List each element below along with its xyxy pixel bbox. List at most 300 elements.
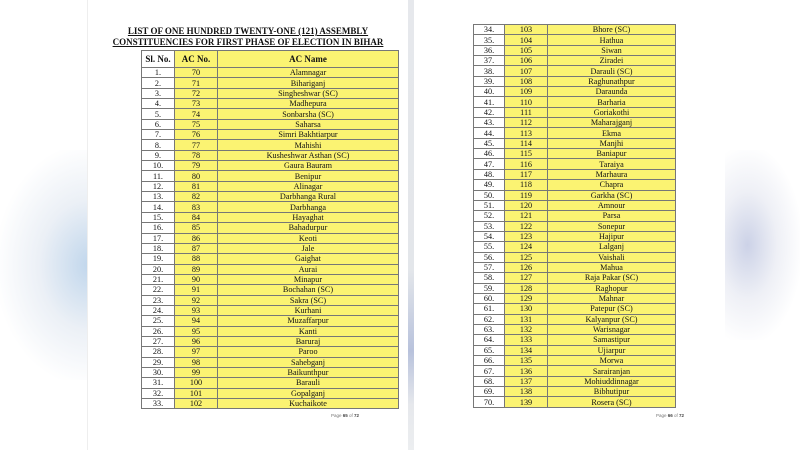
cell-sl-no: 1. <box>142 68 175 78</box>
table-row <box>474 35 676 45</box>
cell-sl-no: 25. <box>142 316 175 326</box>
table-row <box>142 119 399 129</box>
cell-ac-name: Darbhanga Rural <box>218 192 399 202</box>
table-row <box>142 171 399 181</box>
table-row <box>142 326 399 336</box>
cell-ac-name: Garkha (SC) <box>548 190 676 200</box>
table-row <box>142 378 399 388</box>
cell-sl-no: 64. <box>474 335 505 345</box>
cell-ac-no: 70 <box>175 68 218 78</box>
cell-sl-no: 30. <box>142 367 175 377</box>
cell-ac-name: Vaishali <box>548 252 676 262</box>
table-row <box>142 388 399 398</box>
cell-ac-no: 103 <box>505 25 548 35</box>
table-row <box>142 150 399 160</box>
cell-ac-no: 122 <box>505 221 548 231</box>
cell-sl-no: 36. <box>474 45 505 55</box>
table-row <box>474 335 676 345</box>
cell-ac-no: 106 <box>505 56 548 66</box>
cell-ac-name: Sakra (SC) <box>218 295 399 305</box>
document-page-66 <box>414 0 689 450</box>
cell-ac-no: 135 <box>505 356 548 366</box>
table-row <box>142 99 399 109</box>
cell-ac-no: 127 <box>505 273 548 283</box>
cell-ac-no: 93 <box>175 305 218 315</box>
table-row <box>474 128 676 138</box>
table-row <box>142 367 399 377</box>
cell-ac-name: Darauli (SC) <box>548 66 676 76</box>
cell-ac-name: Hathua <box>548 35 676 45</box>
table-row <box>474 45 676 55</box>
cell-ac-no: 94 <box>175 316 218 326</box>
cell-sl-no: 38. <box>474 66 505 76</box>
cell-ac-name: Sarairanjan <box>548 366 676 376</box>
table-row <box>474 324 676 334</box>
cell-ac-no: 133 <box>505 335 548 345</box>
cell-ac-no: 109 <box>505 87 548 97</box>
cell-sl-no: 69. <box>474 387 505 397</box>
cell-sl-no: 13. <box>142 192 175 202</box>
cell-sl-no: 65. <box>474 345 505 355</box>
cell-ac-no: 99 <box>175 367 218 377</box>
cell-ac-no: 85 <box>175 223 218 233</box>
cell-sl-no: 41. <box>474 97 505 107</box>
cell-ac-name: Baikunthpur <box>218 367 399 377</box>
cell-ac-name: Daraunda <box>548 87 676 97</box>
cell-ac-name: Barauli <box>218 378 399 388</box>
cell-ac-no: 90 <box>175 274 218 284</box>
cell-ac-no: 119 <box>505 190 548 200</box>
title-line-2: CONSTITUENCIES FOR FIRST PHASE OF ELECTION IN BIHAR <box>112 37 384 47</box>
table-row <box>474 304 676 314</box>
cell-ac-no: 72 <box>175 88 218 98</box>
cell-sl-no: 26. <box>142 326 175 336</box>
cell-ac-no: 108 <box>505 76 548 86</box>
cell-ac-no: 82 <box>175 192 218 202</box>
cell-ac-no: 81 <box>175 181 218 191</box>
cell-ac-name: Saharsa <box>218 119 399 129</box>
cell-sl-no: 68. <box>474 376 505 386</box>
cell-sl-no: 20. <box>142 264 175 274</box>
table-row <box>142 233 399 243</box>
cell-sl-no: 7. <box>142 130 175 140</box>
cell-sl-no: 27. <box>142 336 175 346</box>
cell-ac-no: 130 <box>505 304 548 314</box>
cell-sl-no: 17. <box>142 233 175 243</box>
cell-ac-name: Benipur <box>218 171 399 181</box>
cell-sl-no: 4. <box>142 99 175 109</box>
table-row <box>474 262 676 272</box>
cell-ac-no: 95 <box>175 326 218 336</box>
table-row <box>142 399 399 409</box>
cell-ac-no: 110 <box>505 97 548 107</box>
cell-sl-no: 47. <box>474 159 505 169</box>
cell-sl-no: 24. <box>142 305 175 315</box>
cell-sl-no: 53. <box>474 221 505 231</box>
cell-sl-no: 56. <box>474 252 505 262</box>
table-row <box>474 293 676 303</box>
cell-sl-no: 12. <box>142 181 175 191</box>
cell-ac-name: Madhepura <box>218 99 399 109</box>
cell-ac-no: 112 <box>505 118 548 128</box>
cell-ac-no: 125 <box>505 252 548 262</box>
cell-ac-no: 114 <box>505 138 548 148</box>
cell-sl-no: 23. <box>142 295 175 305</box>
cell-sl-no: 21. <box>142 274 175 284</box>
cell-ac-name: Amnour <box>548 200 676 210</box>
cell-sl-no: 61. <box>474 304 505 314</box>
cell-ac-name: Bihariganj <box>218 78 399 88</box>
cell-sl-no: 8. <box>142 140 175 150</box>
cell-ac-name: Bibhutipur <box>548 387 676 397</box>
cell-sl-no: 59. <box>474 283 505 293</box>
table-row <box>474 118 676 128</box>
cell-ac-name: Bhore (SC) <box>548 25 676 35</box>
footer-prefix: Page <box>331 413 343 418</box>
table-header-row <box>142 51 399 68</box>
cell-sl-no: 19. <box>142 254 175 264</box>
cell-sl-no: 52. <box>474 211 505 221</box>
cell-sl-no: 34. <box>474 25 505 35</box>
footer-page-number: 66 <box>667 413 673 418</box>
cell-sl-no: 6. <box>142 119 175 129</box>
table-body <box>142 68 399 409</box>
table-row <box>142 78 399 88</box>
cell-ac-no: 129 <box>505 293 548 303</box>
cell-sl-no: 29. <box>142 357 175 367</box>
cell-ac-name: Simri Bakhtiarpur <box>218 130 399 140</box>
cell-sl-no: 37. <box>474 56 505 66</box>
cell-ac-name: Mahnar <box>548 293 676 303</box>
cell-sl-no: 66. <box>474 356 505 366</box>
cell-ac-name: Bochahan (SC) <box>218 285 399 295</box>
cell-ac-name: Samastipur <box>548 335 676 345</box>
cell-ac-no: 134 <box>505 345 548 355</box>
cell-ac-name: Lalganj <box>548 242 676 252</box>
cell-ac-name: Raja Pakar (SC) <box>548 273 676 283</box>
table-row <box>474 97 676 107</box>
background-glow-right <box>725 150 800 340</box>
cell-ac-no: 92 <box>175 295 218 305</box>
cell-ac-name: Hayaghat <box>218 212 399 222</box>
cell-ac-no: 75 <box>175 119 218 129</box>
cell-ac-name: Sahebganj <box>218 357 399 367</box>
cell-ac-no: 123 <box>505 231 548 241</box>
cell-sl-no: 46. <box>474 149 505 159</box>
table-row <box>142 130 399 140</box>
cell-ac-name: Raghunathpur <box>548 76 676 86</box>
cell-sl-no: 54. <box>474 231 505 241</box>
table-row <box>474 149 676 159</box>
cell-sl-no: 35. <box>474 35 505 45</box>
cell-sl-no: 5. <box>142 109 175 119</box>
cell-sl-no: 40. <box>474 87 505 97</box>
table-row <box>474 366 676 376</box>
cell-ac-no: 88 <box>175 254 218 264</box>
cell-ac-no: 105 <box>505 45 548 55</box>
cell-ac-name: Paroo <box>218 347 399 357</box>
cell-ac-name: Goriakothi <box>548 107 676 117</box>
table-row <box>142 254 399 264</box>
table-row <box>142 161 399 171</box>
cell-sl-no: 42. <box>474 107 505 117</box>
cell-ac-name: Singheshwar (SC) <box>218 88 399 98</box>
footer-prefix: Page <box>656 413 668 418</box>
cell-ac-no: 138 <box>505 387 548 397</box>
table-row <box>142 88 399 98</box>
table-row <box>142 243 399 253</box>
cell-ac-name: Siwan <box>548 45 676 55</box>
cell-ac-no: 98 <box>175 357 218 367</box>
cell-sl-no: 44. <box>474 128 505 138</box>
table-row <box>474 252 676 262</box>
cell-ac-no: 128 <box>505 283 548 293</box>
page-footer <box>656 413 684 418</box>
cell-ac-no: 71 <box>175 78 218 88</box>
table-row <box>474 159 676 169</box>
table-row <box>474 345 676 355</box>
footer-page-number: 65 <box>342 413 348 418</box>
cell-ac-no: 78 <box>175 150 218 160</box>
cell-sl-no: 39. <box>474 76 505 86</box>
cell-sl-no: 60. <box>474 293 505 303</box>
cell-ac-no: 84 <box>175 212 218 222</box>
cell-ac-name: Hajipur <box>548 231 676 241</box>
table-row <box>474 56 676 66</box>
footer-page-total: 72 <box>679 413 685 418</box>
table-row <box>474 107 676 117</box>
cell-ac-no: 113 <box>505 128 548 138</box>
table-row <box>142 192 399 202</box>
constituency-table-page-66 <box>473 24 676 408</box>
cell-ac-name: Ziradei <box>548 56 676 66</box>
cell-ac-name: Kurhani <box>218 305 399 315</box>
cell-ac-no: 87 <box>175 243 218 253</box>
table-row <box>474 397 676 407</box>
cell-ac-name: Gaighat <box>218 254 399 264</box>
cell-sl-no: 18. <box>142 243 175 253</box>
table-row <box>474 76 676 86</box>
cell-sl-no: 28. <box>142 347 175 357</box>
column-header-ac-no: AC No. <box>175 51 218 68</box>
cell-ac-no: 126 <box>505 262 548 272</box>
cell-ac-name: Ekma <box>548 128 676 138</box>
cell-ac-no: 111 <box>505 107 548 117</box>
title-line-1: LIST OF ONE HUNDRED TWENTY-ONE (121) ASSEMBLY <box>127 26 369 36</box>
table-row <box>474 180 676 190</box>
cell-ac-no: 91 <box>175 285 218 295</box>
table-row <box>142 109 399 119</box>
table-row <box>474 387 676 397</box>
table-body <box>474 25 676 408</box>
table-row <box>142 223 399 233</box>
document-page-65 <box>87 0 408 450</box>
cell-ac-name: Keoti <box>218 233 399 243</box>
cell-ac-name: Mohiuddinnagar <box>548 376 676 386</box>
document-title <box>88 26 408 48</box>
cell-ac-no: 120 <box>505 200 548 210</box>
cell-ac-no: 117 <box>505 169 548 179</box>
cell-sl-no: 33. <box>142 399 175 409</box>
table-row <box>142 316 399 326</box>
table-row <box>474 231 676 241</box>
cell-ac-no: 102 <box>175 399 218 409</box>
table-row <box>474 25 676 35</box>
cell-ac-no: 124 <box>505 242 548 252</box>
cell-ac-no: 96 <box>175 336 218 346</box>
cell-sl-no: 70. <box>474 397 505 407</box>
table-row <box>142 295 399 305</box>
cell-ac-no: 76 <box>175 130 218 140</box>
cell-sl-no: 45. <box>474 138 505 148</box>
cell-ac-no: 116 <box>505 159 548 169</box>
cell-ac-no: 121 <box>505 211 548 221</box>
cell-ac-name: Warisnagar <box>548 324 676 334</box>
cell-ac-no: 139 <box>505 397 548 407</box>
cell-sl-no: 62. <box>474 314 505 324</box>
table-row <box>474 87 676 97</box>
cell-ac-name: Baniapur <box>548 149 676 159</box>
table-row <box>142 305 399 315</box>
cell-ac-no: 100 <box>175 378 218 388</box>
table-row <box>474 376 676 386</box>
table-row <box>474 314 676 324</box>
cell-sl-no: 14. <box>142 202 175 212</box>
cell-ac-name: Baruraj <box>218 336 399 346</box>
cell-ac-no: 107 <box>505 66 548 76</box>
cell-ac-name: Morwa <box>548 356 676 366</box>
table-row <box>474 221 676 231</box>
cell-ac-name: Gopalganj <box>218 388 399 398</box>
cell-ac-no: 101 <box>175 388 218 398</box>
page-footer <box>331 413 359 418</box>
cell-ac-name: Alamnagar <box>218 68 399 78</box>
table-row <box>474 283 676 293</box>
cell-ac-no: 86 <box>175 233 218 243</box>
table-row <box>142 212 399 222</box>
table-row <box>142 347 399 357</box>
cell-ac-name: Alinagar <box>218 181 399 191</box>
table-row <box>474 200 676 210</box>
cell-sl-no: 67. <box>474 366 505 376</box>
cell-ac-name: Sonbarsha (SC) <box>218 109 399 119</box>
table-row <box>474 190 676 200</box>
cell-ac-name: Muzaffarpur <box>218 316 399 326</box>
cell-ac-name: Jale <box>218 243 399 253</box>
table-row <box>142 274 399 284</box>
cell-ac-no: 77 <box>175 140 218 150</box>
footer-of: of <box>347 413 355 418</box>
cell-sl-no: 63. <box>474 324 505 334</box>
cell-ac-name: Ujiarpur <box>548 345 676 355</box>
cell-ac-no: 80 <box>175 171 218 181</box>
cell-ac-name: Kusheshwar Asthan (SC) <box>218 150 399 160</box>
cell-ac-no: 89 <box>175 264 218 274</box>
constituency-table-page-65 <box>141 50 399 409</box>
cell-ac-name: Mahishi <box>218 140 399 150</box>
cell-sl-no: 3. <box>142 88 175 98</box>
cell-ac-name: Taraiya <box>548 159 676 169</box>
cell-sl-no: 48. <box>474 169 505 179</box>
cell-sl-no: 51. <box>474 200 505 210</box>
table-row <box>474 211 676 221</box>
cell-ac-name: Bahadurpur <box>218 223 399 233</box>
cell-sl-no: 49. <box>474 180 505 190</box>
cell-ac-no: 131 <box>505 314 548 324</box>
cell-ac-no: 97 <box>175 347 218 357</box>
cell-sl-no: 16. <box>142 223 175 233</box>
cell-ac-name: Gaura Bauram <box>218 161 399 171</box>
cell-ac-name: Barharia <box>548 97 676 107</box>
cell-sl-no: 10. <box>142 161 175 171</box>
cell-sl-no: 11. <box>142 171 175 181</box>
cell-sl-no: 55. <box>474 242 505 252</box>
cell-ac-name: Mahua <box>548 262 676 272</box>
cell-ac-no: 104 <box>505 35 548 45</box>
cell-sl-no: 15. <box>142 212 175 222</box>
cell-sl-no: 22. <box>142 285 175 295</box>
cell-sl-no: 57. <box>474 262 505 272</box>
table-row <box>474 273 676 283</box>
cell-ac-name: Maharajganj <box>548 118 676 128</box>
cell-ac-no: 83 <box>175 202 218 212</box>
column-header-ac-name: AC Name <box>218 51 399 68</box>
cell-ac-no: 136 <box>505 366 548 376</box>
cell-ac-name: Minapur <box>218 274 399 284</box>
cell-sl-no: 32. <box>142 388 175 398</box>
table-row <box>142 68 399 78</box>
table-row <box>142 140 399 150</box>
cell-ac-name: Sonepur <box>548 221 676 231</box>
cell-ac-name: Marhaura <box>548 169 676 179</box>
table-row <box>474 138 676 148</box>
table-row <box>474 242 676 252</box>
cell-ac-name: Aurai <box>218 264 399 274</box>
table-row <box>474 356 676 366</box>
cell-ac-no: 137 <box>505 376 548 386</box>
cell-ac-name: Raghopur <box>548 283 676 293</box>
cell-ac-name: Kuchaikote <box>218 399 399 409</box>
table-row <box>142 202 399 212</box>
cell-ac-name: Parsa <box>548 211 676 221</box>
cell-ac-no: 73 <box>175 99 218 109</box>
cell-ac-name: Kalyanpur (SC) <box>548 314 676 324</box>
table-row <box>474 66 676 76</box>
table-row <box>142 285 399 295</box>
cell-sl-no: 9. <box>142 150 175 160</box>
cell-ac-name: Darbhanga <box>218 202 399 212</box>
cell-ac-name: Patepur (SC) <box>548 304 676 314</box>
footer-of: of <box>672 413 680 418</box>
table-row <box>142 336 399 346</box>
cell-ac-name: Manjhi <box>548 138 676 148</box>
cell-sl-no: 58. <box>474 273 505 283</box>
cell-ac-name: Kanti <box>218 326 399 336</box>
cell-ac-name: Rosera (SC) <box>548 397 676 407</box>
table-row <box>142 264 399 274</box>
cell-ac-no: 74 <box>175 109 218 119</box>
cell-sl-no: 50. <box>474 190 505 200</box>
cell-ac-no: 132 <box>505 324 548 334</box>
column-header-sl-no: Sl. No. <box>142 51 175 68</box>
footer-page-total: 72 <box>354 413 360 418</box>
table-row <box>474 169 676 179</box>
table-row <box>142 357 399 367</box>
cell-ac-name: Chapra <box>548 180 676 190</box>
cell-sl-no: 43. <box>474 118 505 128</box>
cell-sl-no: 31. <box>142 378 175 388</box>
cell-ac-no: 79 <box>175 161 218 171</box>
